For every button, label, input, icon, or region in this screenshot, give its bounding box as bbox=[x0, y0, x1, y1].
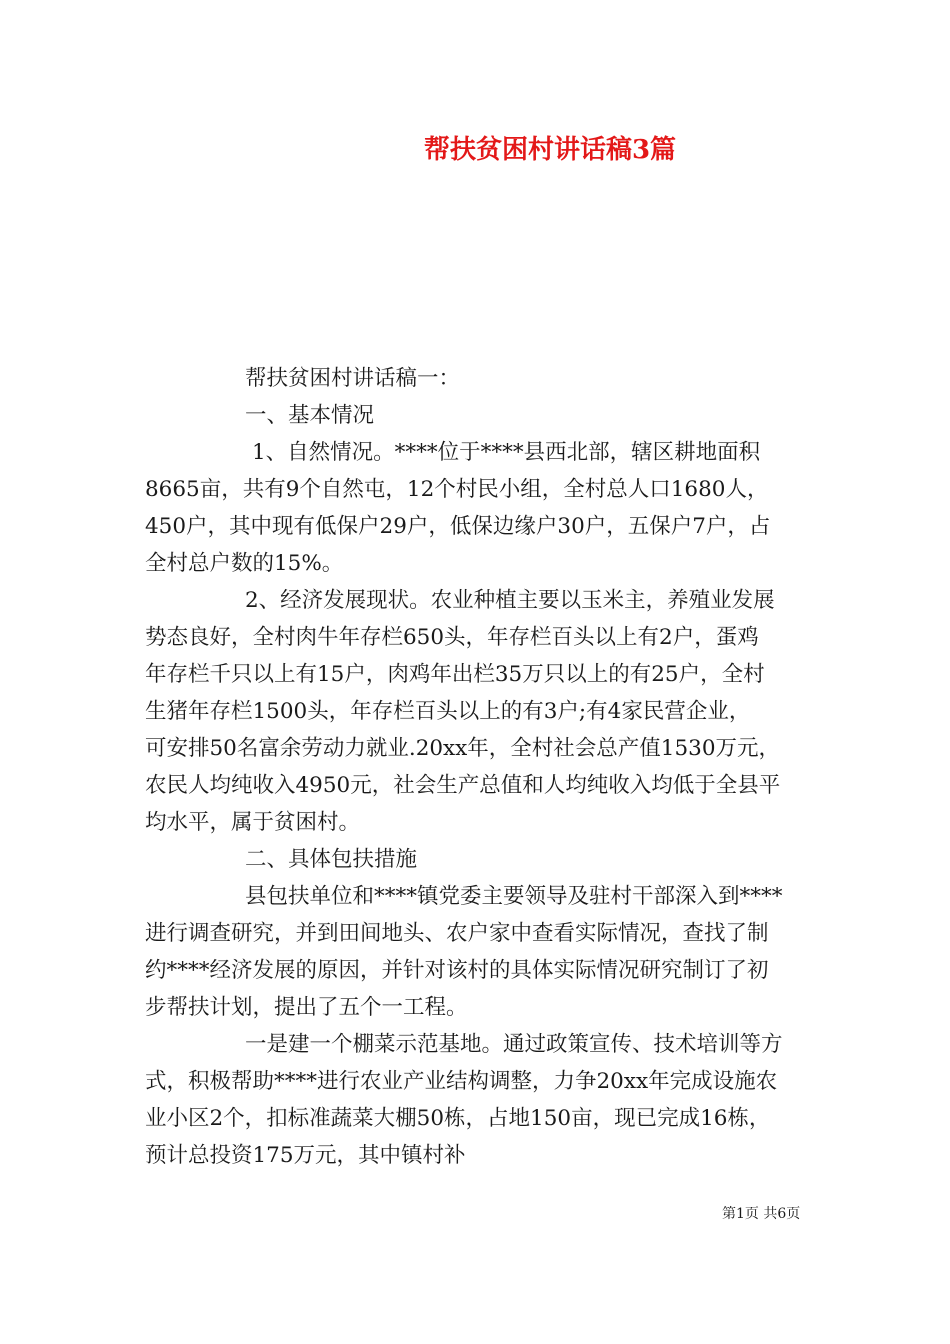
paragraph-line: 可安排50名富余劳动力就业.20xx年，全村社会总产值1530万元， bbox=[145, 736, 781, 761]
paragraph-line: 8665亩，共有9个自然屯，12个村民小组，全村总人口1680人， bbox=[145, 477, 769, 502]
paragraph-line: 帮扶贫困村讲话稿一： bbox=[245, 366, 461, 391]
paragraph-line: 2、经济发展现状。农业种植主要以玉米主，养殖业发展 bbox=[245, 588, 775, 613]
paragraph-line: 年存栏千只以上有15户，肉鸡年出栏35万只以上的有25户，全村 bbox=[145, 662, 765, 687]
paragraph-line: 预计总投资175万元，其中镇村补 bbox=[145, 1143, 466, 1168]
paragraph-line: 进行调查研究，并到田间地头、农户家中查看实际情况，查找了制 bbox=[145, 921, 769, 946]
paragraph-line: 势态良好，全村肉牛年存栏650头，年存栏百头以上有2户，蛋鸡 bbox=[145, 625, 759, 650]
paragraph-line: 一是建一个棚菜示范基地。通过政策宣传、技术培训等方 bbox=[245, 1032, 783, 1057]
paragraph-line: 约****经济发展的原因，并针对该村的具体实际情况研究制订了初 bbox=[145, 958, 769, 983]
paragraph-line: 县包扶单位和****镇党委主要领导及驻村干部深入到**** bbox=[245, 884, 783, 909]
paragraph-line: 步帮扶计划，提出了五个一工程。 bbox=[145, 995, 468, 1020]
paragraph-line: 生猪年存栏1500头，年存栏百头以上的有3户;有4家民营企业， bbox=[145, 699, 751, 724]
paragraph-line: 二、具体包扶措施 bbox=[245, 847, 418, 872]
paragraph-line: 450户，其中现有低保户29户，低保边缘户30户，五保户7户，占 bbox=[145, 514, 771, 539]
document-body bbox=[145, 360, 807, 1174]
paragraph-line: 农民人均纯收入4950元，社会生产总值和人均纯收入均低于全县平 bbox=[145, 773, 781, 798]
paragraph-line: 一、基本情况 bbox=[245, 403, 375, 428]
paragraph-line: 全村总户数的15%。 bbox=[145, 551, 344, 576]
page-number: 第1页 共6页 bbox=[722, 1206, 801, 1222]
document-title: 帮扶贫困村讲话稿3篇 bbox=[423, 135, 677, 165]
paragraph-line: 均水平，属于贫困村。 bbox=[145, 810, 361, 835]
paragraph-line: 业小区2个，扣标准蔬菜大棚50栋，占地150亩，现已完成16栋， bbox=[145, 1106, 771, 1131]
paragraph-line: 1、自然情况。****位于****县西北部，辖区耕地面积 bbox=[252, 440, 761, 465]
paragraph-line: 式，积极帮助****进行农业产业结构调整，力争20xx年完成设施农 bbox=[145, 1069, 778, 1094]
